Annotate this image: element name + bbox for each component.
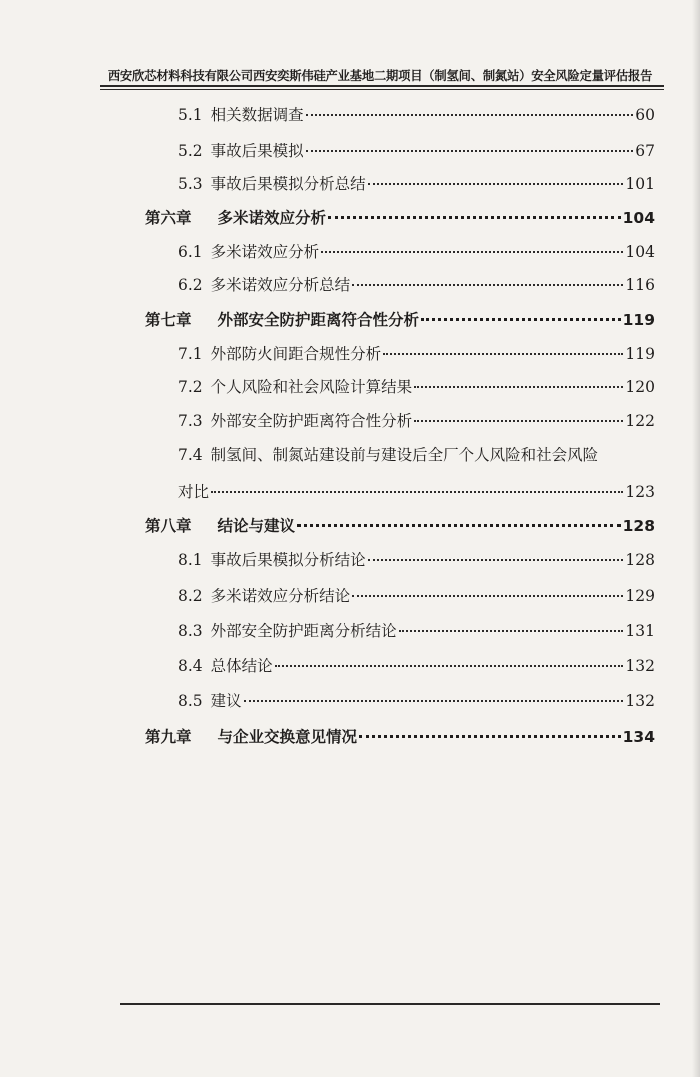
toc-entry-title: 多米诺效应分析结论: [210, 587, 351, 605]
toc-entry-number: 8.3: [178, 622, 203, 640]
toc-chapter-number: 第九章: [145, 728, 192, 746]
toc-page-number: 129: [625, 587, 655, 605]
dot-leader: [244, 699, 624, 702]
dot-leader: [211, 490, 623, 493]
dot-leader: [352, 594, 623, 597]
toc-entry-number: 7.1: [178, 345, 203, 363]
dot-leader: [421, 317, 621, 321]
dot-leader: [352, 283, 623, 286]
toc-page-number: 122: [625, 412, 655, 430]
toc-chapter-entry[interactable]: [145, 515, 655, 537]
toc-entry-title: 外部安全防护距离符合性分析: [210, 412, 413, 430]
toc-chapter-number: 第六章: [145, 209, 192, 227]
dot-leader: [368, 558, 624, 561]
toc-chapter-number: 第八章: [145, 517, 192, 535]
header-rule: [100, 85, 664, 87]
toc-entry[interactable]: [178, 376, 655, 398]
toc-page-number: 101: [625, 175, 655, 193]
toc-page-number: 104: [625, 243, 655, 261]
toc-entry[interactable]: [178, 481, 655, 503]
toc-entry-number: 7.2: [178, 378, 203, 396]
toc-chapter-entry[interactable]: [145, 207, 655, 229]
toc-entry-title: 外部安全防护距离分析结论: [210, 622, 397, 640]
toc-entry[interactable]: [178, 241, 655, 263]
toc-entry-title: 外部防火间距合规性分析: [210, 345, 382, 363]
toc-page-number: 128: [625, 551, 655, 569]
dot-leader: [306, 113, 634, 116]
toc-entry[interactable]: [178, 549, 655, 571]
toc-entry-title: 事故后果模拟: [210, 142, 304, 160]
toc-page-number: 116: [625, 276, 655, 294]
toc-entry-title: 制氢间、制氮站建设前与建设后全厂个人风险和社会风险: [210, 446, 599, 464]
toc-entry[interactable]: [178, 655, 655, 677]
toc-entry-number: 6.2: [178, 276, 203, 294]
dot-leader: [399, 629, 624, 632]
toc-page-number: 119: [622, 311, 655, 329]
toc-entry-title: 个人风险和社会风险计算结果: [210, 378, 413, 396]
toc-chapter-title: 结论与建议: [217, 517, 296, 535]
toc-entry[interactable]: [178, 585, 655, 607]
toc-chapter-title: 外部安全防护距离符合性分析: [217, 311, 420, 329]
toc-entry-title-continuation: 对比: [178, 483, 210, 501]
dot-leader: [275, 664, 624, 667]
toc-entry-title: 总体结论: [210, 657, 273, 675]
dot-leader: [414, 385, 623, 388]
toc-entry-title: 事故后果模拟分析总结: [210, 175, 366, 193]
dot-leader: [359, 734, 621, 738]
dot-leader: [306, 149, 634, 152]
dot-leader: [383, 352, 623, 355]
header-rule-thin: [100, 89, 664, 90]
toc-entry-number: 8.5: [178, 692, 203, 710]
toc-entry-number: 7.4: [178, 446, 203, 464]
toc-page-number: 120: [625, 378, 655, 396]
page-edge-shadow: [692, 0, 700, 1077]
dot-leader: [368, 182, 624, 185]
toc-chapter-number: 第七章: [145, 311, 192, 329]
toc-entry-title: 多米诺效应分析: [210, 243, 320, 261]
toc-page-number: 123: [625, 483, 655, 501]
toc-entry-number: 5.3: [178, 175, 203, 193]
toc-page-number: 134: [622, 728, 655, 746]
toc-chapter-entry[interactable]: [145, 726, 655, 748]
dot-leader: [321, 250, 623, 253]
toc-entry-title: 事故后果模拟分析结论: [210, 551, 366, 569]
toc-page-number: 60: [635, 106, 655, 124]
toc-chapter-title: 多米诺效应分析: [217, 209, 327, 227]
toc-entry[interactable]: [178, 690, 655, 712]
toc-entry-title: 相关数据调查: [210, 106, 304, 124]
toc-entry[interactable]: [178, 620, 655, 642]
toc-page-number: 67: [635, 142, 655, 160]
toc-page-number: 128: [622, 517, 655, 535]
toc-entry[interactable]: [178, 173, 655, 195]
running-header: 西安欣芯材料科技有限公司西安奕斯伟硅产业基地二期项目（制氢间、制氮站）安全风险定量评估报告: [107, 69, 653, 83]
toc-entry-number: 8.2: [178, 587, 203, 605]
toc-page-number: 131: [625, 622, 655, 640]
toc-chapter-title: 与企业交换意见情况: [217, 728, 358, 746]
toc-entry-title: 多米诺效应分析总结: [210, 276, 351, 294]
toc-entry-number: 5.1: [178, 106, 203, 124]
dot-leader: [297, 523, 621, 527]
toc-entry-title: 建议: [210, 692, 242, 710]
dot-leader: [414, 419, 623, 422]
toc-page-number: 119: [625, 345, 655, 363]
toc-entry-number: 5.2: [178, 142, 203, 160]
footer-rule: [120, 1003, 660, 1005]
dot-leader: [328, 215, 621, 219]
toc-entry[interactable]: [178, 104, 655, 126]
toc-page-number: 104: [622, 209, 655, 227]
toc-entry-number: 6.1: [178, 243, 203, 261]
toc-entry-line: [178, 444, 598, 466]
toc-page-number: 132: [625, 657, 655, 675]
toc-entry[interactable]: [178, 343, 655, 365]
toc-page-number: 132: [625, 692, 655, 710]
toc-entry[interactable]: [178, 274, 655, 296]
toc-chapter-entry[interactable]: [145, 309, 655, 331]
toc-entry-number: 8.1: [178, 551, 203, 569]
toc-entry-number: 7.3: [178, 412, 203, 430]
toc-entry[interactable]: [178, 140, 655, 162]
toc-entry[interactable]: [178, 410, 655, 432]
toc-entry-number: 8.4: [178, 657, 203, 675]
